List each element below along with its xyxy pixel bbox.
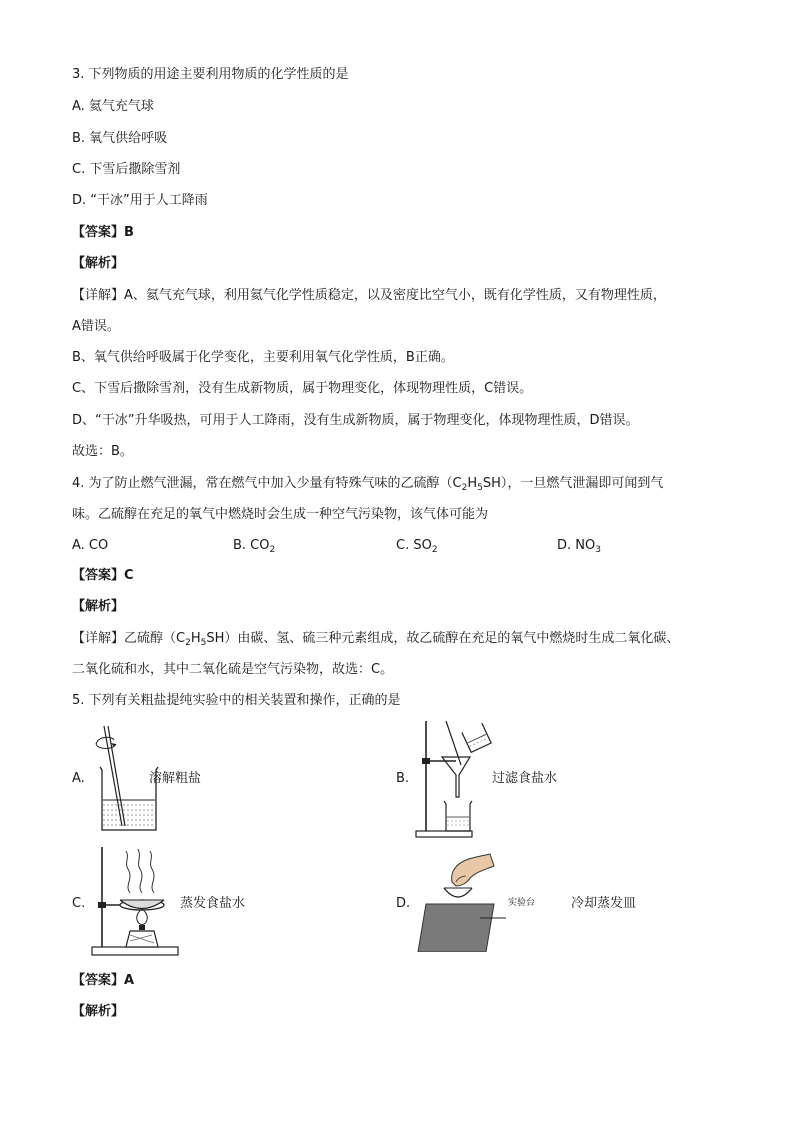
q4-detail-line-2: 二氧化硫和水，其中二氧化硫是空气污染物，故选：C。 — [72, 662, 394, 677]
q5-option-d-caption: 冷却蒸发皿 — [571, 896, 637, 911]
q5-answer: 【答案】A — [72, 973, 135, 988]
q4-option-c: C. $SO_2$ — [396, 538, 438, 555]
q3-detail-line-1: 【详解】A、氦气充气球，利用氦气化学性质稳定，以及密度比空气小，既有化学性质，又有物理性质， — [72, 288, 666, 303]
q4-detail-line-1: 【详解】乙硫醇$(C_2H_5SH)$由碳、氢、硫三种元素组成，故乙硫醇在充足的氧气中燃烧时生成二氧化碳、 — [72, 631, 680, 648]
q5-figure-c-evaporation — [90, 845, 182, 957]
q3-detail-line-5: D、“干冰”升华吸热，可用于人工降雨，没有生成新物质，属于物理变化，体现物理性质，D错误。 — [72, 413, 639, 428]
q4-option-d: D. $NO_3$ — [557, 538, 601, 555]
q4-stem-line-2: 味。乙硫醇在充足的氧气中燃烧时会生成一种空气污染物，该气体可能为 — [72, 507, 489, 522]
q5-option-d-annotation: 实验台 — [508, 898, 536, 908]
q3-detail-line-2: A错误。 — [72, 319, 120, 334]
q5-option-a-caption: 溶解粗盐 — [149, 771, 202, 786]
q5-option-c-label: C. — [72, 896, 86, 911]
q5-stem: 5. 下列有关粗盐提纯实验中的相关装置和操作，正确的是 — [72, 693, 401, 708]
filtration-apparatus-icon — [414, 719, 494, 839]
q4-answer: 【答案】C — [72, 568, 134, 583]
q3-analysis-title: 【解析】 — [72, 256, 125, 271]
evaporation-apparatus-icon — [90, 845, 182, 957]
q3-detail-line-6: 故选：B。 — [72, 444, 133, 459]
q3-option-d: D. “干冰”用于人工降雨 — [72, 193, 208, 208]
q4-analysis-title: 【解析】 — [72, 599, 125, 614]
q4-stem-line-1: 4. 为了防止燃气泄漏，常在燃气中加入少量有特殊气味的乙硫醇$(C_2H_5SH)$，一旦燃气泄漏即可闻到气 — [72, 476, 664, 493]
q5-analysis-title: 【解析】 — [72, 1004, 125, 1019]
q5-option-c-caption: 蒸发食盐水 — [180, 896, 246, 911]
q5-figure-d-cooling — [416, 852, 506, 952]
q5-figure-b-filtration — [414, 719, 494, 839]
q3-option-a: A. 氦气充气球 — [72, 99, 154, 114]
q5-option-b-label: B. — [396, 771, 410, 786]
q3-answer: 【答案】B — [72, 225, 134, 240]
q5-option-a-label: A. — [72, 771, 85, 786]
q5-option-b-caption: 过滤食盐水 — [492, 771, 558, 786]
q3-stem: 3. 下列物质的用途主要利用物质的化学性质的是 — [72, 67, 349, 82]
hand-holding-dish-icon — [416, 852, 506, 952]
q4-option-a: A. CO — [72, 538, 109, 553]
q5-option-d-label: D. — [396, 896, 411, 911]
q3-detail-line-4: C、下雪后撒除雪剂，没有生成新物质，属于物理变化，体现物理性质，C错误。 — [72, 381, 533, 396]
q3-detail-line-3: B、氧气供给呼吸属于化学变化，主要利用氧气化学性质，B正确。 — [72, 350, 454, 365]
q3-option-b: B. 氧气供给呼吸 — [72, 131, 168, 146]
q4-option-b: B. $CO_2$ — [233, 538, 276, 555]
q3-option-c: C. 下雪后撒除雪剂 — [72, 162, 181, 177]
